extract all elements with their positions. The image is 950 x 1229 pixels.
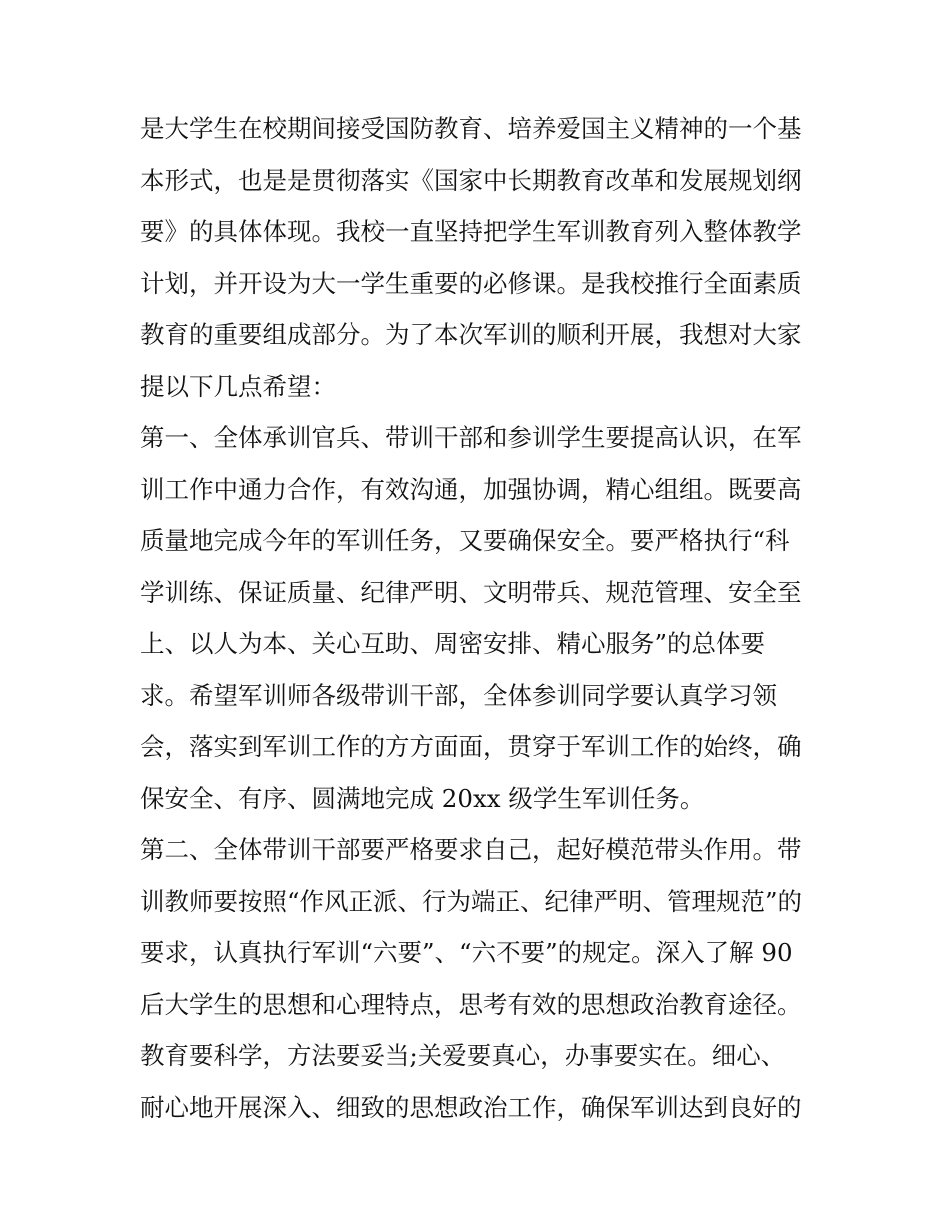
text-line: 会，落实到军训工作的方方面面，贯穿于军训工作的始终，确 [140, 732, 802, 761]
text-line: 求。希望军训师各级带训干部，全体参训同学要认真学习领 [140, 680, 777, 710]
text-line: 要求，认真执行军训“六要”、“六不要”的规定。深入了解 90 [140, 938, 793, 967]
text-line: 质量地完成今年的军训任务，又要确保安全。要严格执行“科 [140, 526, 790, 555]
text-line: 本形式，也是是贯彻落实《国家中长期教育改革和发展规划纲 [140, 165, 802, 195]
text-line: 上、以人为本、关心互助、周密安排、精心服务”的总体要 [140, 629, 766, 658]
text-line: 训工作中通力合作，有效沟通，加强协调，精心组组。既要高 [140, 474, 802, 504]
text-line: 是大学生在校期间接受国防教育、培养爱国主义精神的一个基 [140, 114, 802, 143]
text-line: 第二、全体带训干部要严格要求自己，起好模范带头作用。带 [140, 835, 802, 864]
text-line: 耐心地开展深入、细致的思想政治工作，确保军训达到良好的 [140, 1092, 802, 1122]
text-line: 后大学生的思想和心理特点，思考有效的思想政治教育途径。 [140, 989, 802, 1019]
text-line: 教育的重要组成部分。为了本次军训的顺利开展，我想对大家 [140, 320, 802, 349]
text-line: 学训练、保证质量、纪律严明、文明带兵、规范管理、安全至 [140, 577, 802, 607]
text-line: 训教师要按照“作风正派、行为端正、纪律严明、管理规范”的 [140, 886, 803, 916]
body-text [140, 103, 820, 1133]
text-line: 教育要科学，方法要妥当;关爱要真心，办事要实在。细心、 [140, 1041, 786, 1070]
text-line: 保安全、有序、圆满地完成 20xx 级学生军训任务。 [140, 783, 705, 813]
text-line: 要》的具体体现。我校一直坚持把学生军训教育列入整体教学 [140, 217, 802, 246]
text-line: 第一、全体承训官兵、带训干部和参训学生要提高认识，在军 [140, 423, 802, 452]
text-line: 计划，并开设为大一学生重要的必修课。是我校推行全面素质 [140, 268, 802, 298]
text-line: 提以下几点希望： [140, 371, 336, 401]
